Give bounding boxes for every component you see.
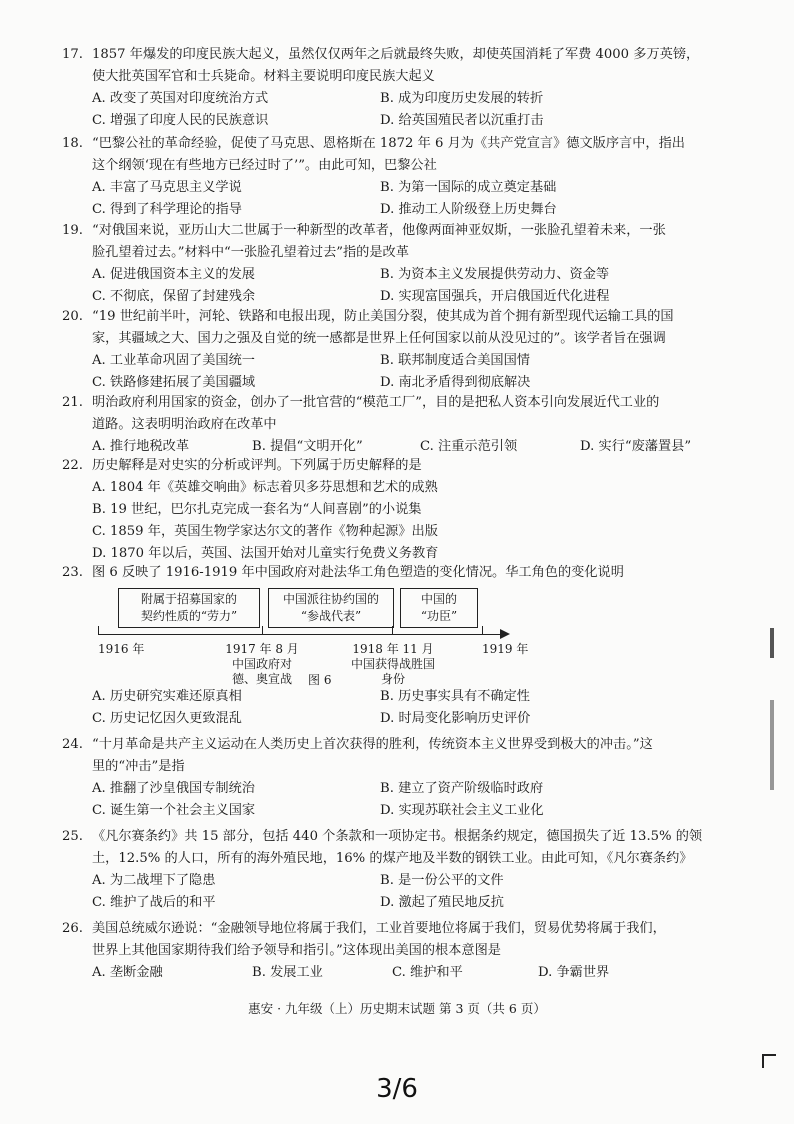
option-d: D. 争霸世界 xyxy=(538,965,610,980)
option-a: A. 丰富了马克思主义学说 xyxy=(92,180,242,195)
timeline-box-war-representative xyxy=(268,588,394,628)
option-a: A. 改变了英国对印度统治方式 xyxy=(92,91,269,106)
option-a: A. 为二战埋下了隐患 xyxy=(92,873,216,888)
question-18 xyxy=(62,133,722,221)
option-c: C. 历史记忆因久更致混乱 xyxy=(92,711,242,726)
option-d: D. 实现苏联社会主义工业化 xyxy=(380,803,544,818)
option-c: C. 得到了科学理论的指导 xyxy=(92,202,242,217)
timeline-event2 xyxy=(346,642,440,687)
question-stem-line: 《凡尔赛条约》共 15 部分，包括 440 个条款和一项协定书。根据条约规定，德国损失了近 13.5% 的领 xyxy=(92,829,703,844)
option-b: B. 为第一国际的成立奠定基础 xyxy=(380,180,557,195)
page-indicator: 3/6 xyxy=(376,1074,418,1104)
option-d: D. 激起了殖民地反抗 xyxy=(380,895,504,910)
question-number: 26. xyxy=(62,921,83,936)
corner-mark xyxy=(762,1054,776,1068)
option-b: B. 为资本主义发展提供劳动力、资金等 xyxy=(380,267,610,282)
question-number: 20. xyxy=(62,309,83,324)
option-d: D. 1870 年以后，英国、法国开始对儿童实行免费义务教育 xyxy=(92,546,439,561)
option-b: B. 历史事实具有不确定性 xyxy=(380,689,530,704)
timeline-end-label: 1919 年 xyxy=(482,642,529,656)
option-b: B. 发展工业 xyxy=(252,965,323,980)
question-stem-line: 图 6 反映了 1916-1919 年中国政府对赴法华工角色塑造的变化情况。华工角色的变化说明 xyxy=(92,565,624,580)
timeline-box-hero xyxy=(400,588,478,628)
timeline-event1-text: 中国政府对 xyxy=(231,657,292,671)
question-number: 24. xyxy=(62,737,83,752)
option-d: D. 推动工人阶级登上历史舞台 xyxy=(380,202,557,217)
option-c: C. 诞生第一个社会主义国家 xyxy=(92,803,256,818)
question-stem-line: “19 世纪前半叶，河轮、铁路和电报出现，防止美国分裂，使其成为首个拥有新型现代运输工具的国 xyxy=(92,309,674,324)
timeline-box-line: “功臣” xyxy=(420,609,458,623)
question-number: 21. xyxy=(62,395,83,410)
question-stem-line: 使大批英国军官和士兵毙命。材料主要说明印度民族大起义 xyxy=(92,69,435,84)
question-stem-line: 家，其疆域之大、国力之强及自觉的统一感都是世界上任何国家以前从没见过的”。该学者旨在强调 xyxy=(92,331,666,346)
timeline-box-line: 中国的 xyxy=(420,592,457,606)
option-a: A. 工业革命巩固了美国统一 xyxy=(92,353,255,368)
question-stem-line: 这个纲领‘现在有些地方已经过时了’”。由此可知，巴黎公社 xyxy=(92,158,437,173)
question-19 xyxy=(62,220,722,308)
timeline-axis xyxy=(98,634,502,635)
timeline-event1-text: 德、奥宣战 xyxy=(231,672,292,686)
question-stem-line: “对俄国来说，亚历山大二世属于一种新型的改革者，他像两面神亚奴斯，一张脸孔望着未来，一张 xyxy=(92,223,666,238)
question-number: 23. xyxy=(62,565,83,580)
option-a: A. 垄断金融 xyxy=(92,965,163,980)
question-number: 22. xyxy=(62,458,83,473)
figure-6-timeline xyxy=(96,586,529,694)
scan-edge-mark xyxy=(770,700,774,790)
question-21 xyxy=(62,392,722,458)
timeline-arrow xyxy=(500,629,510,639)
option-c: C. 铁路修建拓展了美国疆域 xyxy=(92,375,256,390)
option-d: D. 时局变化影响历史评价 xyxy=(380,711,531,726)
question-stem-line: 美国总统威尔逊说：“金融领导地位将属于我们，工业首要地位将属于我们，贸易优势将属于我们， xyxy=(92,921,666,936)
figure-caption: 图 6 xyxy=(308,673,332,687)
timeline-box-line: 契约性质的“劳力” xyxy=(140,609,238,623)
option-c: C. 1859 年，英国生物学家达尔文的著作《物种起源》出版 xyxy=(92,524,438,539)
option-d: D. 南北矛盾得到彻底解决 xyxy=(380,375,531,390)
timeline-box-line: 附属于招募国家的 xyxy=(140,592,237,606)
question-number: 25. xyxy=(62,829,83,844)
timeline-box-line: 中国派往协约国的 xyxy=(282,592,379,606)
timeline-tick xyxy=(392,626,393,634)
question-stem-line: “巴黎公社的革命经验，促使了马克思、恩格斯在 1872 年 6 月为《共产党宣言》德文版序言中，指出 xyxy=(92,136,685,151)
option-c: C. 增强了印度人民的民族意识 xyxy=(92,113,269,128)
option-c: C. 维护和平 xyxy=(392,965,463,980)
page-footer: 惠安 · 九年级（上）历史期末试题 第 3 页（共 6 页） xyxy=(248,1001,546,1016)
question-24 xyxy=(62,734,722,822)
question-stem-line: 里的“冲击”是指 xyxy=(92,759,185,774)
question-stem-line: 脸孔望着过去。”材料中“一张脸孔望着过去”指的是改革 xyxy=(92,245,409,260)
question-stem-line: 1857 年爆发的印度民族大起义，虽然仅仅两年之后就最终失败，却使英国消耗了军费 4000 多万英镑， xyxy=(92,47,700,62)
option-b: B. 建立了资产阶级临时政府 xyxy=(380,781,544,796)
timeline-event1 xyxy=(220,642,304,687)
option-b: B. 是一份公平的文件 xyxy=(380,873,504,888)
option-b: B. 成为印度历史发展的转折 xyxy=(380,91,544,106)
option-a: A. 推翻了沙皇俄国专制统治 xyxy=(92,781,255,796)
question-stem-line: “十月革命是共产主义运动在人类历史上首次获得的胜利，传统资本主义世界受到极大的冲击。”这 xyxy=(92,737,653,752)
timeline-box-labor xyxy=(118,588,260,628)
question-23 xyxy=(62,562,722,584)
question-stem-line: 土，12.5% 的人口，所有的海外殖民地，16% 的煤产地及半数的钢铁工业。由此可知，《凡尔赛条约》 xyxy=(92,851,693,866)
question-stem-line: 道路。这表明明治政府在改革中 xyxy=(92,417,277,432)
option-c: C. 注重示范引领 xyxy=(420,439,518,454)
option-d: D. 实行“废藩置县” xyxy=(580,439,692,454)
question-number: 19. xyxy=(62,223,83,238)
option-a: A. 推行地税改革 xyxy=(92,439,190,454)
option-b: B. 19 世纪，巴尔扎克完成一套名为“人间喜剧”的小说集 xyxy=(92,502,422,517)
question-stem-line: 世界上其他国家期待我们给予领导和指引。”这体现出美国的根本意图是 xyxy=(92,943,501,958)
scan-edge-mark xyxy=(770,628,774,658)
option-d: D. 实现富国强兵，开启俄国近代化进程 xyxy=(380,289,610,304)
timeline-tick xyxy=(98,626,99,634)
option-b: B. 提倡“文明开化” xyxy=(252,439,363,454)
option-c: C. 维护了战后的和平 xyxy=(92,895,216,910)
question-25 xyxy=(62,826,722,914)
question-number: 18. xyxy=(62,136,83,151)
question-22 xyxy=(62,455,722,565)
timeline-tick xyxy=(262,626,263,634)
question-17 xyxy=(62,44,722,132)
timeline-event2-date: 1918 年 11 月 xyxy=(352,642,434,656)
question-26 xyxy=(62,918,722,984)
option-d: D. 给英国殖民者以沉重打击 xyxy=(380,113,544,128)
question-20 xyxy=(62,306,722,394)
option-a: A. 历史研究实难还原真相 xyxy=(92,689,242,704)
question-stem-line: 历史解释是对史实的分析或评判。下列属于历史解释的是 xyxy=(92,458,422,473)
timeline-event2-text: 身份 xyxy=(380,672,405,686)
timeline-tick xyxy=(482,626,483,634)
timeline-start-label: 1916 年 xyxy=(98,642,145,656)
question-number: 17. xyxy=(62,47,83,62)
question-23-options xyxy=(62,686,722,730)
timeline-box-line: “参战代表” xyxy=(300,609,362,623)
timeline-event1-date: 1917 年 8 月 xyxy=(225,642,299,656)
timeline-event2-text: 中国获得战胜国 xyxy=(350,657,435,671)
question-stem-line: 明治政府利用国家的资金，创办了一批官营的“模范工厂”，目的是把私人资本引向发展近代工业的 xyxy=(92,395,660,410)
option-b: B. 联邦制度适合美国国情 xyxy=(380,353,530,368)
option-c: C. 不彻底，保留了封建残余 xyxy=(92,289,256,304)
option-a: A. 1804 年《英雄交响曲》标志着贝多芬思想和艺术的成熟 xyxy=(92,480,438,495)
option-a: A. 促进俄国资本主义的发展 xyxy=(92,267,255,282)
